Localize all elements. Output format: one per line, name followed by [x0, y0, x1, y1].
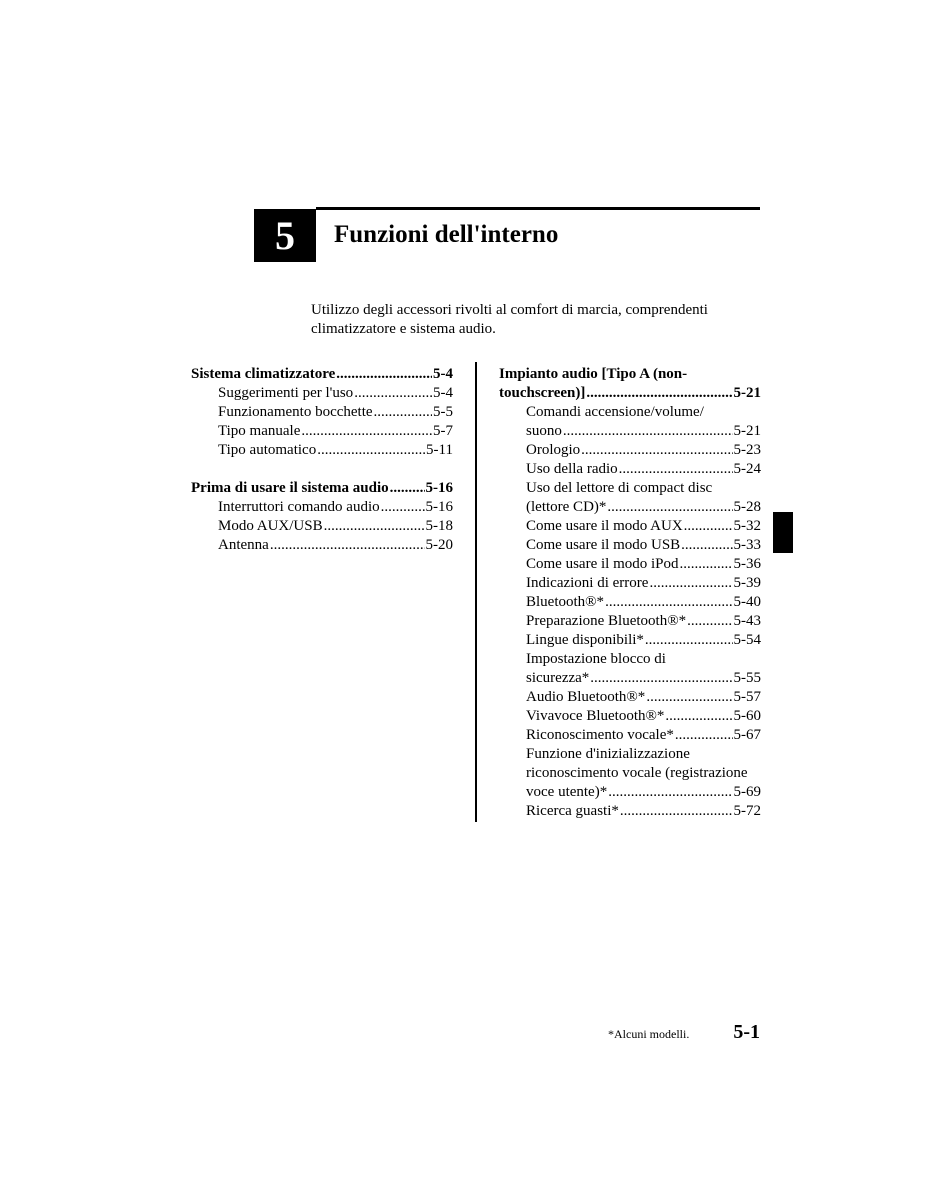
toc-leader	[608, 783, 732, 802]
toc-item[interactable]	[499, 574, 761, 593]
toc-page: 5-16	[425, 480, 453, 496]
toc-page: 5-20	[425, 537, 453, 553]
toc-leader	[324, 517, 425, 536]
toc-label: Orologio	[526, 442, 581, 458]
toc-label: Tipo automatico	[218, 442, 317, 458]
toc-item[interactable]	[191, 384, 453, 403]
toc-item[interactable]	[499, 726, 761, 745]
toc-page: 5-67	[733, 727, 761, 743]
toc-section-title-line: Impianto audio [Tipo A (non-	[499, 366, 688, 382]
toc-leader	[649, 574, 732, 593]
toc-leader	[581, 441, 732, 460]
toc-item[interactable]	[499, 555, 761, 574]
toc-leader	[681, 536, 732, 555]
toc-item[interactable]	[499, 498, 761, 517]
toc-leader	[586, 384, 732, 403]
toc-page: 5-5	[433, 404, 453, 420]
toc-page: 5-21	[733, 423, 761, 439]
toc-item-line: Comandi accensione/volume/	[526, 404, 704, 420]
toc-leader	[381, 498, 425, 517]
toc-page: 5-16	[425, 499, 453, 515]
toc-section-title[interactable]	[191, 479, 453, 498]
toc-leader	[675, 726, 733, 745]
toc-leader	[607, 498, 732, 517]
toc-label: voce utente)*	[526, 784, 608, 800]
toc-page: 5-4	[433, 385, 453, 401]
toc-item[interactable]	[191, 517, 453, 536]
chapter-number-box	[254, 209, 316, 262]
toc-item[interactable]	[499, 536, 761, 555]
toc-page: 5-7	[433, 423, 453, 439]
toc-left-column	[191, 365, 453, 555]
toc-label: Interruttori comando audio	[218, 499, 380, 515]
toc-label: Come usare il modo iPod	[526, 556, 679, 572]
toc-page: 5-21	[733, 385, 761, 401]
toc-page: 5-11	[426, 442, 453, 458]
toc-item-line: Uso del lettore di compact disc	[526, 480, 713, 496]
toc-item[interactable]	[499, 688, 761, 707]
toc-label: Come usare il modo AUX	[526, 518, 683, 534]
toc-item-line: Funzione d'inizializzazione	[526, 746, 690, 762]
toc-page: 5-72	[733, 803, 761, 819]
toc-label: Suggerimenti per l'uso	[218, 385, 354, 401]
toc-leader	[665, 707, 732, 726]
toc-leader	[590, 669, 732, 688]
toc-page: 5-54	[733, 632, 761, 648]
toc-item-line: Impostazione blocco di	[526, 651, 666, 667]
toc-page: 5-43	[733, 613, 761, 629]
toc-item[interactable]	[499, 802, 761, 821]
column-divider	[475, 362, 477, 822]
toc-item[interactable]	[499, 612, 761, 631]
toc-leader	[619, 460, 733, 479]
toc-label: Vivavoce Bluetooth®*	[526, 708, 665, 724]
toc-label: Sistema climatizzatore	[191, 366, 336, 382]
toc-label: Preparazione Bluetooth®*	[526, 613, 687, 629]
toc-page: 5-39	[733, 575, 761, 591]
toc-item-line: riconoscimento vocale (registrazione	[526, 765, 748, 781]
chapter-intro: Utilizzo degli accessori rivolti al comfort di marcia, comprendenti climatizzatore e sistema audio.	[311, 302, 708, 337]
toc-label: Prima di usare il sistema audio	[191, 480, 389, 496]
toc-label: Come usare il modo USB	[526, 537, 681, 553]
toc-leader	[563, 422, 733, 441]
toc-leader	[687, 612, 732, 631]
toc-label: Riconoscimento vocale*	[526, 727, 674, 743]
chapter-number: 5	[275, 213, 295, 258]
chapter-thumb-tab	[773, 512, 793, 553]
toc-leader	[684, 517, 733, 536]
toc-label: Tipo manuale	[218, 423, 301, 439]
toc-right-column	[499, 365, 761, 821]
toc-label: (lettore CD)*	[526, 499, 607, 515]
toc-page: 5-33	[733, 537, 761, 553]
toc-page: 5-24	[733, 461, 761, 477]
toc-page: 5-36	[733, 556, 761, 572]
toc-leader	[390, 479, 425, 498]
toc-leader	[354, 384, 432, 403]
toc-item[interactable]	[499, 783, 761, 802]
toc-item[interactable]	[499, 460, 761, 479]
toc-item[interactable]	[191, 403, 453, 422]
toc-page: 5-60	[733, 708, 761, 724]
toc-page: 5-40	[733, 594, 761, 610]
toc-gap	[191, 460, 453, 479]
toc-page: 5-69	[733, 784, 761, 800]
toc-label: Audio Bluetooth®*	[526, 689, 646, 705]
toc-leader	[301, 422, 432, 441]
toc-item[interactable]	[499, 707, 761, 726]
toc-item[interactable]	[499, 593, 761, 612]
toc-item[interactable]	[499, 441, 761, 460]
toc-label: sicurezza*	[526, 670, 590, 686]
toc-label: Ricerca guasti*	[526, 803, 619, 819]
toc-page: 5-32	[733, 518, 761, 534]
toc-leader	[270, 536, 425, 555]
toc-page: 5-4	[433, 366, 453, 382]
toc-leader	[317, 441, 425, 460]
toc-leader	[680, 555, 733, 574]
toc-item[interactable]	[191, 441, 453, 460]
title-rule	[316, 207, 760, 210]
toc-item[interactable]	[499, 517, 761, 536]
toc-page: 5-18	[425, 518, 453, 534]
toc-item[interactable]	[191, 498, 453, 517]
toc-label: Modo AUX/USB	[218, 518, 323, 534]
toc-page: 5-55	[733, 670, 761, 686]
toc-section-title[interactable]	[499, 384, 761, 403]
toc-label: touchscreen)]	[499, 385, 586, 401]
footnote: *Alcuni modelli.	[608, 1027, 690, 1041]
toc-leader	[605, 593, 732, 612]
toc-leader	[646, 688, 732, 707]
toc-item[interactable]	[191, 422, 453, 441]
toc-page: 5-28	[733, 499, 761, 515]
toc-page: 5-23	[733, 442, 761, 458]
chapter-title: Funzioni dell'interno	[334, 221, 559, 248]
toc-item[interactable]	[191, 536, 453, 555]
toc-leader	[336, 365, 432, 384]
toc-leader	[374, 403, 432, 422]
toc-label: Indicazioni di errore	[526, 575, 649, 591]
toc-label: Lingue disponibili*	[526, 632, 644, 648]
toc-page: 5-57	[733, 689, 761, 705]
toc-section-title[interactable]	[191, 365, 453, 384]
toc-label: Uso della radio	[526, 461, 618, 477]
toc-label: Antenna	[218, 537, 269, 553]
toc-leader	[620, 802, 733, 821]
toc-label: suono	[526, 423, 562, 439]
toc-label: Bluetooth®*	[526, 594, 605, 610]
toc-leader	[645, 631, 733, 650]
toc-label: Funzionamento bocchette	[218, 404, 373, 420]
page-number: 5-1	[733, 1021, 760, 1043]
toc-item[interactable]	[499, 631, 761, 650]
toc-item[interactable]	[499, 669, 761, 688]
toc-item[interactable]	[499, 422, 761, 441]
